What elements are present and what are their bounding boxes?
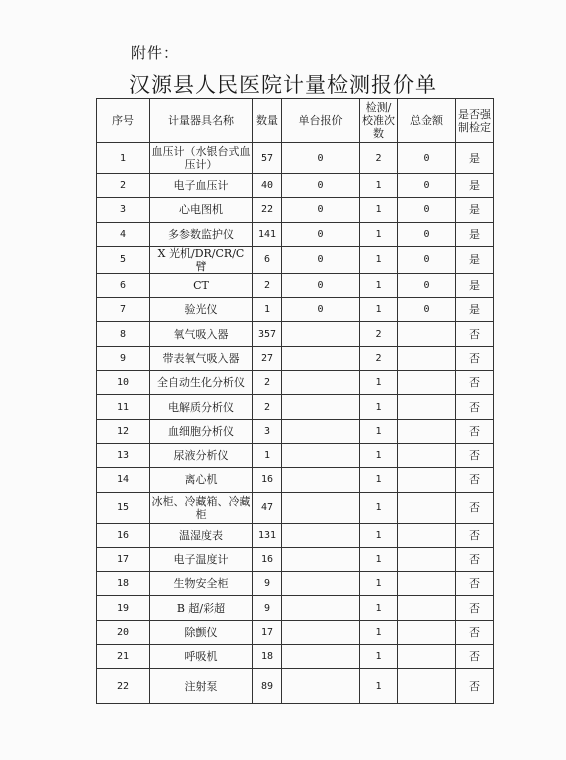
cell-total: 0 bbox=[398, 298, 456, 322]
cell-qty: 89 bbox=[253, 669, 282, 704]
cell-times: 1 bbox=[360, 492, 398, 523]
cell-total bbox=[398, 468, 456, 492]
table-row bbox=[97, 298, 494, 322]
cell-seq: 5 bbox=[97, 246, 150, 273]
cell-times: 1 bbox=[360, 669, 398, 704]
cell-total bbox=[398, 322, 456, 346]
cell-mandatory: 否 bbox=[456, 419, 494, 443]
cell-unit-price bbox=[282, 443, 360, 467]
cell-mandatory: 否 bbox=[456, 572, 494, 596]
cell-qty: 17 bbox=[253, 620, 282, 644]
cell-name: 温湿度表 bbox=[150, 523, 253, 547]
cell-times: 1 bbox=[360, 273, 398, 297]
table-row bbox=[97, 246, 494, 273]
cell-seq: 7 bbox=[97, 298, 150, 322]
quotation-table bbox=[96, 98, 494, 704]
cell-unit-price: 0 bbox=[282, 174, 360, 198]
cell-seq: 9 bbox=[97, 346, 150, 370]
cell-times: 2 bbox=[360, 346, 398, 370]
cell-name: 生物安全柜 bbox=[150, 572, 253, 596]
cell-name: 全自动生化分析仪 bbox=[150, 371, 253, 395]
cell-seq: 22 bbox=[97, 669, 150, 704]
table-row bbox=[97, 222, 494, 246]
cell-qty: 131 bbox=[253, 523, 282, 547]
cell-mandatory: 否 bbox=[456, 492, 494, 523]
table-row bbox=[97, 395, 494, 419]
cell-unit-price bbox=[282, 645, 360, 669]
cell-total bbox=[398, 419, 456, 443]
cell-qty: 27 bbox=[253, 346, 282, 370]
cell-seq: 16 bbox=[97, 523, 150, 547]
cell-mandatory: 否 bbox=[456, 547, 494, 571]
cell-qty: 57 bbox=[253, 143, 282, 174]
cell-unit-price: 0 bbox=[282, 298, 360, 322]
cell-name: 冰柜、冷藏箱、冷藏柜 bbox=[150, 492, 253, 523]
cell-unit-price bbox=[282, 346, 360, 370]
cell-unit-price bbox=[282, 572, 360, 596]
table-row bbox=[97, 620, 494, 644]
cell-total bbox=[398, 346, 456, 370]
cell-total bbox=[398, 620, 456, 644]
header-unit-price: 单台报价 bbox=[282, 99, 360, 143]
cell-total bbox=[398, 492, 456, 523]
cell-seq: 12 bbox=[97, 419, 150, 443]
cell-mandatory: 否 bbox=[456, 596, 494, 620]
cell-qty: 3 bbox=[253, 419, 282, 443]
cell-unit-price bbox=[282, 395, 360, 419]
table-header-row bbox=[97, 99, 494, 143]
cell-total bbox=[398, 443, 456, 467]
cell-name: 离心机 bbox=[150, 468, 253, 492]
cell-seq: 1 bbox=[97, 143, 150, 174]
cell-mandatory: 否 bbox=[456, 523, 494, 547]
cell-qty: 18 bbox=[253, 645, 282, 669]
cell-times: 1 bbox=[360, 395, 398, 419]
cell-name: 呼吸机 bbox=[150, 645, 253, 669]
cell-seq: 18 bbox=[97, 572, 150, 596]
cell-unit-price: 0 bbox=[282, 273, 360, 297]
cell-times: 1 bbox=[360, 523, 398, 547]
table-row bbox=[97, 371, 494, 395]
cell-name: 电解质分析仪 bbox=[150, 395, 253, 419]
cell-times: 1 bbox=[360, 298, 398, 322]
cell-times: 1 bbox=[360, 596, 398, 620]
cell-name: 心电图机 bbox=[150, 198, 253, 222]
cell-seq: 15 bbox=[97, 492, 150, 523]
cell-unit-price bbox=[282, 547, 360, 571]
cell-qty: 47 bbox=[253, 492, 282, 523]
cell-name: 尿液分析仪 bbox=[150, 443, 253, 467]
cell-unit-price bbox=[282, 371, 360, 395]
cell-unit-price bbox=[282, 669, 360, 704]
cell-mandatory: 是 bbox=[456, 222, 494, 246]
header-seq: 序号 bbox=[97, 99, 150, 143]
table-row bbox=[97, 572, 494, 596]
cell-qty: 2 bbox=[253, 395, 282, 419]
cell-total bbox=[398, 371, 456, 395]
cell-name: 血细胞分析仪 bbox=[150, 419, 253, 443]
cell-times: 1 bbox=[360, 198, 398, 222]
cell-seq: 3 bbox=[97, 198, 150, 222]
cell-mandatory: 否 bbox=[456, 620, 494, 644]
cell-qty: 16 bbox=[253, 547, 282, 571]
cell-total bbox=[398, 645, 456, 669]
table-row bbox=[97, 468, 494, 492]
cell-unit-price: 0 bbox=[282, 143, 360, 174]
table-row bbox=[97, 174, 494, 198]
cell-times: 1 bbox=[360, 468, 398, 492]
cell-times: 1 bbox=[360, 371, 398, 395]
cell-total bbox=[398, 523, 456, 547]
cell-mandatory: 是 bbox=[456, 143, 494, 174]
cell-mandatory: 否 bbox=[456, 371, 494, 395]
cell-times: 1 bbox=[360, 443, 398, 467]
cell-name: 电子温度计 bbox=[150, 547, 253, 571]
cell-unit-price bbox=[282, 596, 360, 620]
table-row bbox=[97, 669, 494, 704]
cell-unit-price bbox=[282, 322, 360, 346]
cell-qty: 9 bbox=[253, 596, 282, 620]
table-body bbox=[97, 143, 494, 704]
cell-qty: 357 bbox=[253, 322, 282, 346]
table-row bbox=[97, 273, 494, 297]
cell-mandatory: 否 bbox=[456, 346, 494, 370]
cell-mandatory: 否 bbox=[456, 669, 494, 704]
cell-qty: 1 bbox=[253, 298, 282, 322]
cell-name: 氧气吸入器 bbox=[150, 322, 253, 346]
cell-times: 1 bbox=[360, 222, 398, 246]
cell-seq: 13 bbox=[97, 443, 150, 467]
cell-total bbox=[398, 669, 456, 704]
cell-mandatory: 否 bbox=[456, 395, 494, 419]
page-title: 汉源县人民医院计量检测报价单 bbox=[129, 73, 437, 97]
cell-mandatory: 否 bbox=[456, 468, 494, 492]
cell-qty: 6 bbox=[253, 246, 282, 273]
cell-total bbox=[398, 572, 456, 596]
cell-total: 0 bbox=[398, 174, 456, 198]
cell-times: 2 bbox=[360, 322, 398, 346]
cell-qty: 40 bbox=[253, 174, 282, 198]
cell-seq: 19 bbox=[97, 596, 150, 620]
table-row bbox=[97, 346, 494, 370]
table-row bbox=[97, 198, 494, 222]
cell-mandatory: 否 bbox=[456, 322, 494, 346]
cell-seq: 4 bbox=[97, 222, 150, 246]
cell-unit-price bbox=[282, 523, 360, 547]
table-row bbox=[97, 645, 494, 669]
header-mandatory: 是否强制检定 bbox=[456, 99, 494, 143]
cell-unit-price bbox=[282, 419, 360, 443]
cell-times: 1 bbox=[360, 572, 398, 596]
cell-total bbox=[398, 395, 456, 419]
header-times: 检测/校准次数 bbox=[360, 99, 398, 143]
cell-name: 血压计（水银台式血压计） bbox=[150, 143, 253, 174]
table-row bbox=[97, 143, 494, 174]
cell-mandatory: 否 bbox=[456, 443, 494, 467]
cell-unit-price: 0 bbox=[282, 198, 360, 222]
cell-qty: 2 bbox=[253, 371, 282, 395]
cell-name: 除颤仪 bbox=[150, 620, 253, 644]
header-name: 计量器具名称 bbox=[150, 99, 253, 143]
cell-name: 带表氧气吸入器 bbox=[150, 346, 253, 370]
cell-times: 1 bbox=[360, 547, 398, 571]
cell-qty: 9 bbox=[253, 572, 282, 596]
cell-mandatory: 是 bbox=[456, 174, 494, 198]
cell-seq: 2 bbox=[97, 174, 150, 198]
cell-qty: 141 bbox=[253, 222, 282, 246]
cell-qty: 1 bbox=[253, 443, 282, 467]
cell-mandatory: 是 bbox=[456, 246, 494, 273]
cell-times: 1 bbox=[360, 246, 398, 273]
cell-name: 验光仪 bbox=[150, 298, 253, 322]
cell-unit-price bbox=[282, 620, 360, 644]
cell-times: 1 bbox=[360, 620, 398, 644]
cell-mandatory: 否 bbox=[456, 645, 494, 669]
header-qty: 数量 bbox=[253, 99, 282, 143]
table-row bbox=[97, 596, 494, 620]
cell-times: 1 bbox=[360, 419, 398, 443]
cell-unit-price bbox=[282, 492, 360, 523]
table-row bbox=[97, 322, 494, 346]
cell-name: X 光机/DR/CR/C 臂 bbox=[150, 246, 253, 273]
cell-times: 1 bbox=[360, 174, 398, 198]
cell-name: B 超/彩超 bbox=[150, 596, 253, 620]
attachment-label: 附件： bbox=[131, 44, 180, 62]
cell-mandatory: 是 bbox=[456, 298, 494, 322]
table-row bbox=[97, 523, 494, 547]
cell-mandatory: 是 bbox=[456, 198, 494, 222]
table-row bbox=[97, 547, 494, 571]
table-row bbox=[97, 492, 494, 523]
cell-total bbox=[398, 596, 456, 620]
cell-name: 电子血压计 bbox=[150, 174, 253, 198]
cell-total bbox=[398, 547, 456, 571]
cell-qty: 16 bbox=[253, 468, 282, 492]
cell-total: 0 bbox=[398, 273, 456, 297]
cell-unit-price bbox=[282, 468, 360, 492]
cell-unit-price: 0 bbox=[282, 222, 360, 246]
cell-mandatory: 是 bbox=[456, 273, 494, 297]
cell-seq: 21 bbox=[97, 645, 150, 669]
cell-seq: 14 bbox=[97, 468, 150, 492]
table-row bbox=[97, 443, 494, 467]
cell-total: 0 bbox=[398, 246, 456, 273]
table-row bbox=[97, 419, 494, 443]
cell-seq: 6 bbox=[97, 273, 150, 297]
cell-qty: 2 bbox=[253, 273, 282, 297]
cell-total: 0 bbox=[398, 143, 456, 174]
cell-name: CT bbox=[150, 273, 253, 297]
cell-seq: 10 bbox=[97, 371, 150, 395]
cell-name: 注射泵 bbox=[150, 669, 253, 704]
cell-unit-price: 0 bbox=[282, 246, 360, 273]
header-total: 总金额 bbox=[398, 99, 456, 143]
cell-seq: 11 bbox=[97, 395, 150, 419]
cell-seq: 8 bbox=[97, 322, 150, 346]
cell-total: 0 bbox=[398, 222, 456, 246]
cell-times: 1 bbox=[360, 645, 398, 669]
cell-seq: 17 bbox=[97, 547, 150, 571]
cell-qty: 22 bbox=[253, 198, 282, 222]
cell-seq: 20 bbox=[97, 620, 150, 644]
cell-times: 2 bbox=[360, 143, 398, 174]
cell-total: 0 bbox=[398, 198, 456, 222]
cell-name: 多参数监护仪 bbox=[150, 222, 253, 246]
